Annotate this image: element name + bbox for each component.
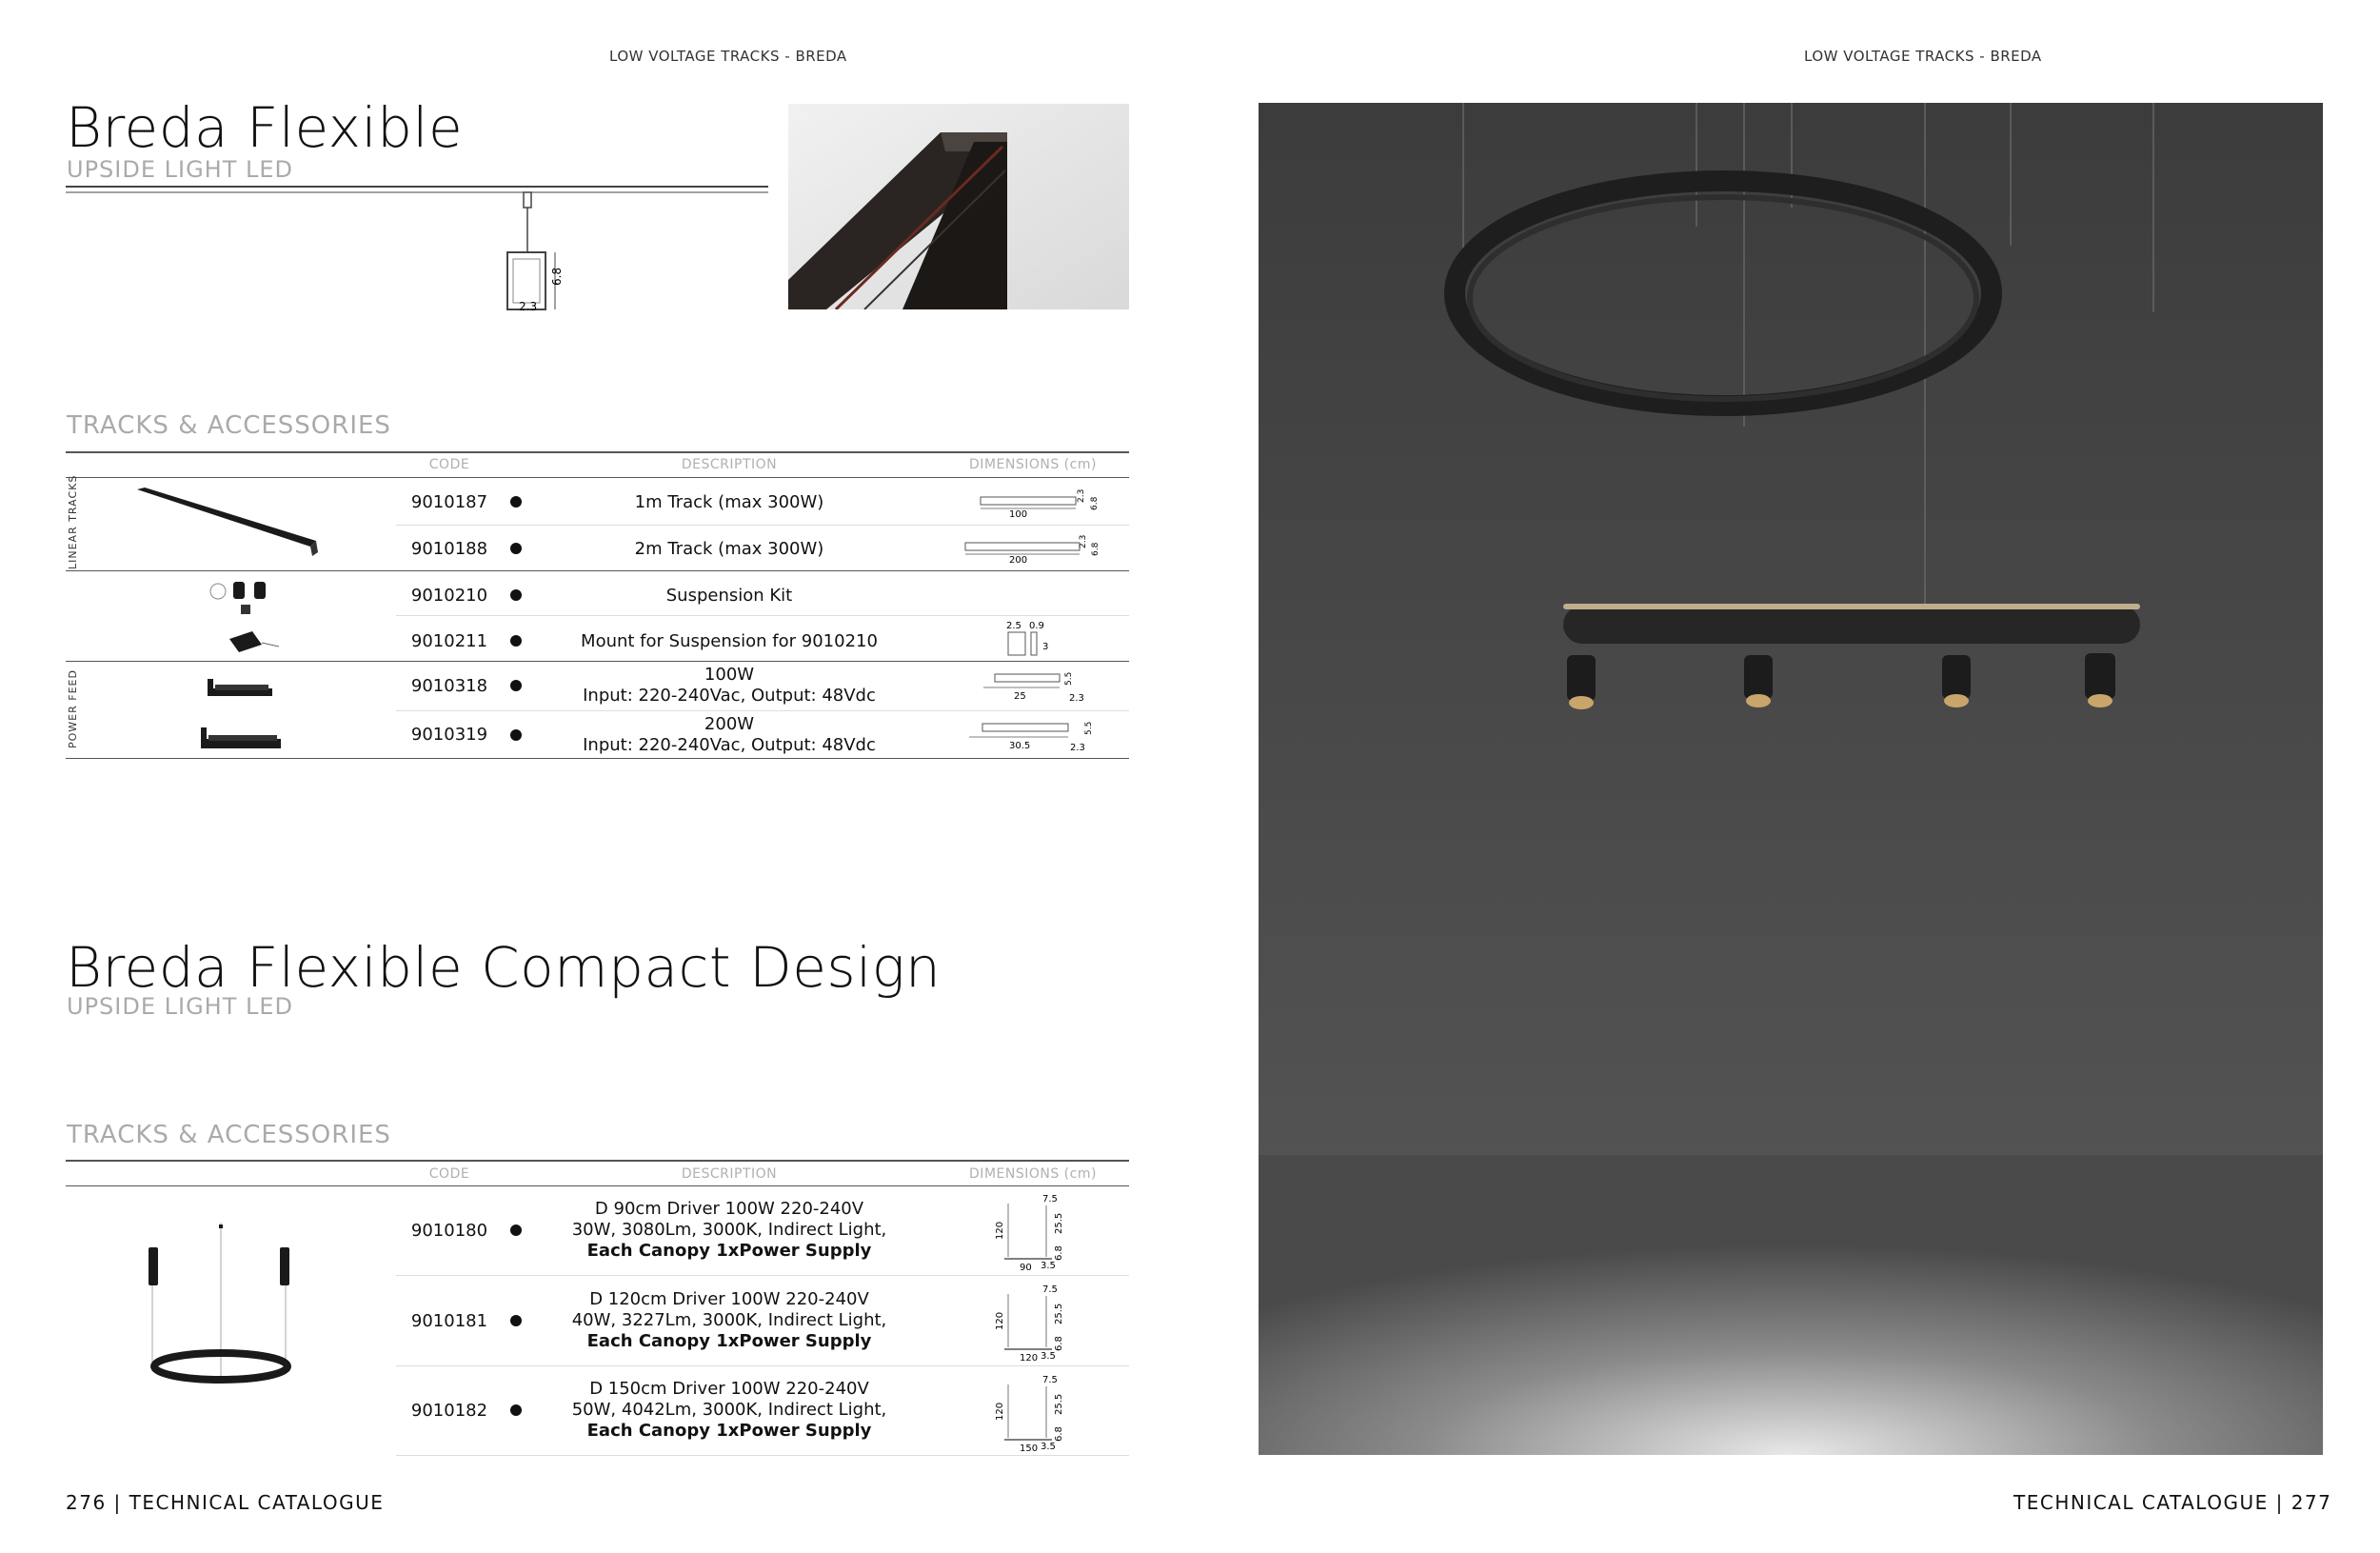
product-title-compact: Breda Flexible Compact Design: [66, 935, 942, 1000]
dimension-drawing: [985, 1281, 1071, 1362]
profile-height-label: 6.8: [550, 267, 564, 286]
track-product-photo: [788, 104, 1129, 309]
header-dimensions: DIMENSIONS (cm): [969, 457, 1097, 472]
section-title-tracks: TRACKS & ACCESSORIES: [67, 411, 391, 440]
group-rule: [66, 661, 1129, 662]
footer-right: TECHNICAL CATALOGUE | 277: [2013, 1491, 2332, 1514]
row-description: Mount for Suspension for 9010210: [581, 631, 878, 651]
svg-text:3.5: 3.5: [1041, 1442, 1056, 1452]
row-description: [529, 665, 929, 707]
header-code: CODE: [428, 1166, 470, 1182]
svg-text:120: 120: [995, 1221, 1005, 1240]
svg-text:6.8: 6.8: [1054, 1245, 1064, 1261]
dimension-drawing: [985, 1371, 1071, 1452]
row-divider: [396, 710, 1129, 711]
row-description-line: 50W, 4042Lm, 3000K, Indirect Light,: [571, 1400, 887, 1420]
row-divider: [396, 615, 1129, 616]
svg-text:3.5: 3.5: [1041, 1261, 1056, 1271]
row-code: 9010181: [410, 1311, 488, 1331]
row-description-line: Input: 220-240Vac, Output: 48Vdc: [583, 735, 876, 755]
header-description: DESCRIPTION: [681, 1166, 778, 1182]
availability-dot: [510, 496, 522, 508]
row-code: 9010210: [410, 586, 488, 606]
header-description: DESCRIPTION: [681, 457, 778, 472]
availability-dot: [510, 1315, 522, 1326]
svg-text:2.3: 2.3: [1069, 693, 1084, 704]
row-description: 1m Track (max 300W): [634, 492, 824, 512]
svg-text:120: 120: [995, 1311, 1005, 1330]
lifestyle-photo: [1259, 103, 2323, 1455]
svg-text:5.5: 5.5: [1084, 721, 1094, 735]
availability-dot: [510, 1404, 522, 1416]
row-code: 9010188: [410, 539, 488, 559]
row-code: 9010319: [410, 725, 488, 745]
svg-text:3.5: 3.5: [1041, 1351, 1056, 1362]
header-dimensions: DIMENSIONS (cm): [969, 1166, 1097, 1182]
svg-text:6.8: 6.8: [1054, 1336, 1064, 1351]
row-code: 9010182: [410, 1401, 488, 1421]
row-description: [529, 1289, 929, 1352]
group-rule: [66, 570, 1129, 571]
row-description-line: Each Canopy 1xPower Supply: [586, 1331, 872, 1351]
svg-text:25.5: 25.5: [1054, 1303, 1064, 1324]
availability-dot: [510, 635, 522, 647]
row-code: 9010211: [410, 631, 488, 651]
power-feed-100w-image: [200, 664, 286, 702]
svg-text:6.8: 6.8: [1090, 496, 1100, 510]
table-top-rule: [66, 1160, 1129, 1162]
running-head-right: LOW VOLTAGE TRACKS - BREDA: [1804, 48, 2042, 65]
row-description-line: D 150cm Driver 100W 220-240V: [589, 1379, 869, 1399]
table-top-rule: [66, 451, 1129, 453]
svg-text:2.5: 2.5: [1006, 621, 1021, 631]
row-divider: [396, 1455, 1129, 1456]
row-code: 9010318: [410, 676, 488, 696]
dimension-drawing: [966, 667, 1100, 707]
dimension-drawing: [962, 531, 1104, 567]
svg-text:6.8: 6.8: [1054, 1426, 1064, 1442]
availability-dot: [510, 680, 522, 691]
svg-text:120: 120: [1020, 1353, 1039, 1362]
row-description-line: 30W, 3080Lm, 3000K, Indirect Light,: [571, 1220, 887, 1240]
availability-dot: [510, 543, 522, 554]
profile-width-label: 2.3: [519, 300, 538, 313]
row-description: Suspension Kit: [665, 586, 793, 606]
product-subtitle-compact: UPSIDE LIGHT LED: [67, 993, 294, 1020]
footer-left: 276 | TECHNICAL CATALOGUE: [66, 1491, 385, 1514]
svg-text:100: 100: [1009, 509, 1028, 520]
svg-text:90: 90: [1020, 1263, 1032, 1271]
row-description-line: 100W: [704, 665, 755, 685]
row-divider: [396, 525, 1129, 526]
row-description: [529, 1199, 929, 1262]
row-divider: [396, 1275, 1129, 1276]
svg-text:25: 25: [1014, 691, 1026, 702]
svg-text:2.3: 2.3: [1070, 743, 1085, 753]
row-description-line: 40W, 3227Lm, 3000K, Indirect Light,: [571, 1310, 887, 1330]
power-feed-200w-image: [195, 716, 290, 754]
row-description-line: Input: 220-240Vac, Output: 48Vdc: [583, 686, 876, 706]
suspension-kit-image: [205, 576, 290, 662]
dimension-drawing: [1004, 619, 1071, 659]
header-rule: [66, 1185, 1129, 1186]
product-title: Breda Flexible: [66, 95, 464, 160]
row-description: [529, 1379, 929, 1442]
svg-text:2.3: 2.3: [1079, 534, 1088, 548]
linear-track-image: [133, 484, 324, 560]
compact-pendant-image: [143, 1219, 333, 1390]
svg-text:30.5: 30.5: [1009, 741, 1031, 751]
svg-text:5.5: 5.5: [1064, 671, 1074, 686]
group-label-power: POWER FEED: [67, 669, 79, 748]
group-label-linear: LINEAR TRACKS: [67, 474, 79, 569]
dimension-drawing: [962, 716, 1104, 756]
product-subtitle: UPSIDE LIGHT LED: [67, 156, 294, 183]
svg-text:3: 3: [1042, 642, 1049, 652]
svg-text:25.5: 25.5: [1054, 1393, 1064, 1415]
svg-text:150: 150: [1020, 1443, 1039, 1452]
track-profile-drawing: [66, 181, 770, 324]
svg-text:0.9: 0.9: [1029, 621, 1044, 631]
row-description-line: Each Canopy 1xPower Supply: [586, 1241, 872, 1261]
svg-text:200: 200: [1009, 555, 1028, 566]
header-rule: [66, 477, 1129, 478]
availability-dot: [510, 1224, 522, 1236]
row-description-line: D 120cm Driver 100W 220-240V: [589, 1289, 869, 1309]
row-description-line: Each Canopy 1xPower Supply: [586, 1421, 872, 1441]
svg-text:7.5: 7.5: [1042, 1284, 1058, 1295]
header-code: CODE: [428, 457, 470, 472]
section-title-tracks: TRACKS & ACCESSORIES: [67, 1121, 391, 1149]
table-bottom-rule: [66, 758, 1129, 759]
availability-dot: [510, 729, 522, 741]
row-description: 2m Track (max 300W): [634, 539, 824, 559]
row-description-line: D 90cm Driver 100W 220-240V: [594, 1199, 864, 1219]
svg-text:120: 120: [995, 1402, 1005, 1421]
dimension-drawing: [971, 484, 1104, 520]
row-code: 9010187: [410, 492, 488, 512]
row-description: [529, 714, 929, 756]
running-head-left: LOW VOLTAGE TRACKS - BREDA: [609, 48, 847, 65]
dimension-drawing: [985, 1190, 1071, 1271]
row-code: 9010180: [410, 1221, 488, 1241]
svg-text:7.5: 7.5: [1042, 1375, 1058, 1385]
row-divider: [396, 1365, 1129, 1366]
svg-text:2.3: 2.3: [1077, 488, 1086, 503]
svg-text:6.8: 6.8: [1091, 542, 1101, 556]
row-description-line: 200W: [704, 714, 755, 734]
availability-dot: [510, 589, 522, 601]
svg-text:7.5: 7.5: [1042, 1194, 1058, 1205]
svg-text:25.5: 25.5: [1054, 1212, 1064, 1234]
